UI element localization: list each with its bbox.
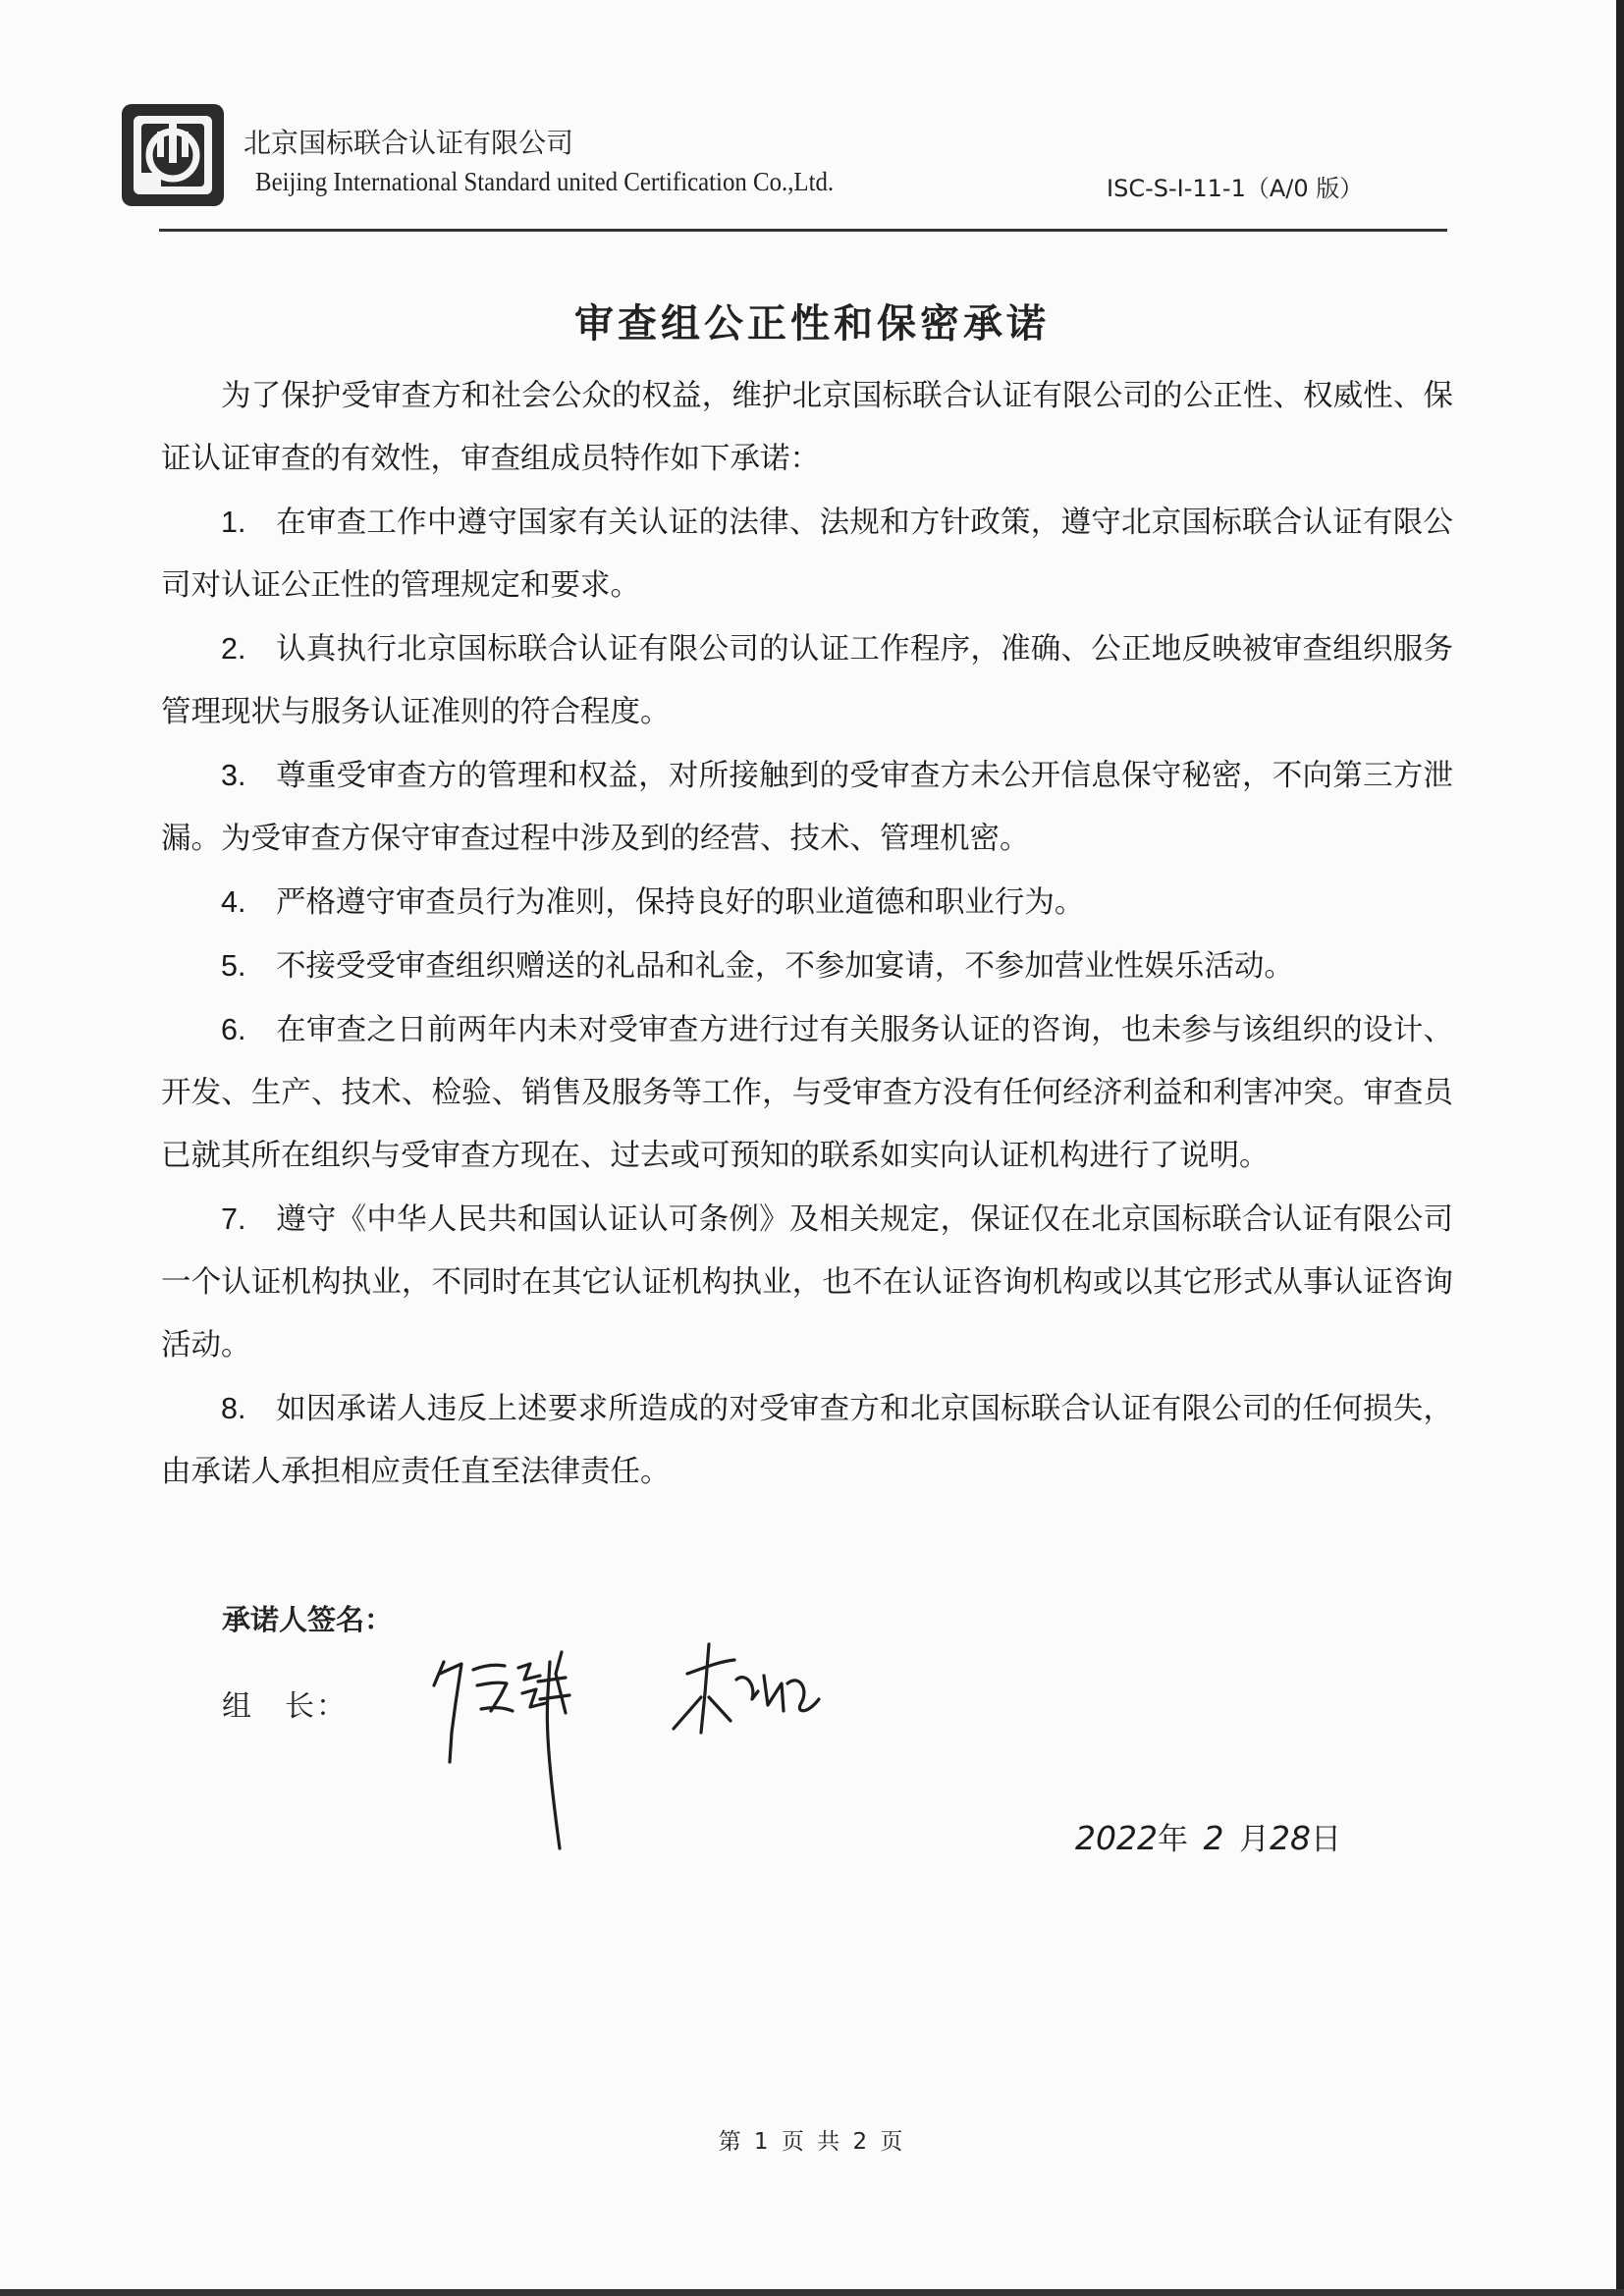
handwritten-signature-icon — [422, 1634, 933, 1850]
date-year-unit: 年 — [1157, 1822, 1188, 1857]
page-footer: 第 1 页 共 2 页 — [718, 2129, 906, 2155]
item-number: 7. — [221, 1202, 246, 1236]
intro-paragraph: 为了保护受审查方和社会公众的权益，维护北京国标联合认证有限公司的公正性、权威性、保证认证审查的有效性，审查组成员特作如下承诺： — [161, 379, 1453, 476]
date-day: 28 — [1269, 1819, 1311, 1857]
team-leader-label: 组 长： — [222, 1689, 348, 1724]
item-number: 3. — [221, 759, 246, 792]
commitment-item — [161, 617, 1453, 744]
header-divider — [159, 229, 1447, 232]
item-number: 2. — [221, 632, 246, 666]
item-text: 尊重受审查方的管理和权益，对所接触到的受审查方未公开信息保守秘密，不向第三方泄漏。为受审查方保守审查过程中涉及到的经营、技术、管理机密。 — [161, 759, 1453, 856]
document-code: ISC-S-I-11-1（A/0 版） — [1107, 175, 1364, 202]
date-day-unit: 日 — [1310, 1822, 1341, 1857]
date-year: 2022 — [1075, 1819, 1158, 1857]
item-text: 遵守《中华人民共和国认证认可条例》及相关规定，保证仅在北京国标联合认证有限公司一个认证机构执业，不同时在其它认证机构执业，也不在认证咨询机构或以其它形式从事认证咨询活动。 — [161, 1202, 1453, 1362]
commitment-item — [161, 934, 1453, 998]
item-number: 8. — [221, 1392, 246, 1425]
scan-edge-right — [1616, 0, 1624, 2296]
commitment-item — [161, 871, 1453, 934]
item-number: 5. — [221, 949, 246, 983]
commitment-item — [161, 1188, 1453, 1377]
commitment-item — [161, 491, 1453, 617]
signature-heading: 承诺人签名： — [222, 1603, 394, 1636]
date-month: 2 — [1203, 1819, 1224, 1857]
signing-date — [1075, 1814, 1341, 1858]
company-name-en: Beijing International Standard united Certification Co.,Ltd. — [255, 167, 835, 196]
commitment-item — [161, 998, 1453, 1188]
item-text: 严格遵守审查员行为准则，保持良好的职业道德和职业行为。 — [275, 885, 1085, 920]
company-name-cn: 北京国标联合认证有限公司 — [244, 127, 574, 159]
item-number: 4. — [221, 885, 246, 919]
item-text: 认真执行北京国标联合认证有限公司的认证工作程序，准确、公正地反映被审查组织服务管理现状与服务认证准则的符合程度。 — [161, 632, 1453, 729]
scan-edge-bottom — [0, 2289, 1624, 2296]
date-month-unit: 月 — [1238, 1822, 1270, 1857]
item-text: 在审查之日前两年内未对受审查方进行过有关服务认证的咨询，也未参与该组织的设计、开发、生产、技术、检验、销售及服务等工作，与受审查方没有任何经济利益和利害冲突。审查员已就其所在组织与受审查方现在、过去或可预知的联系如实向认证机构进行了说明。 — [161, 1013, 1453, 1173]
commitment-item — [161, 744, 1453, 871]
item-number: 6. — [221, 1013, 246, 1046]
document-body — [161, 365, 1453, 1504]
item-number: 1. — [221, 506, 246, 539]
item-text: 在审查工作中遵守国家有关认证的法律、法规和方针政策，遵守北京国标联合认证有限公司对认证公正性的管理规定和要求。 — [161, 506, 1453, 603]
document-title: 审查组公正性和保密承诺 — [574, 301, 1050, 347]
item-text: 如因承诺人违反上述要求所造成的对受审查方和北京国标联合认证有限公司的任何损失，由承诺人承担相应责任直至法律责任。 — [161, 1392, 1453, 1489]
item-text: 不接受受审查组织赠送的礼品和礼金，不参加宴请，不参加营业性娱乐活动。 — [275, 949, 1294, 984]
commitment-item — [161, 1377, 1453, 1504]
company-logo-icon — [120, 102, 226, 208]
